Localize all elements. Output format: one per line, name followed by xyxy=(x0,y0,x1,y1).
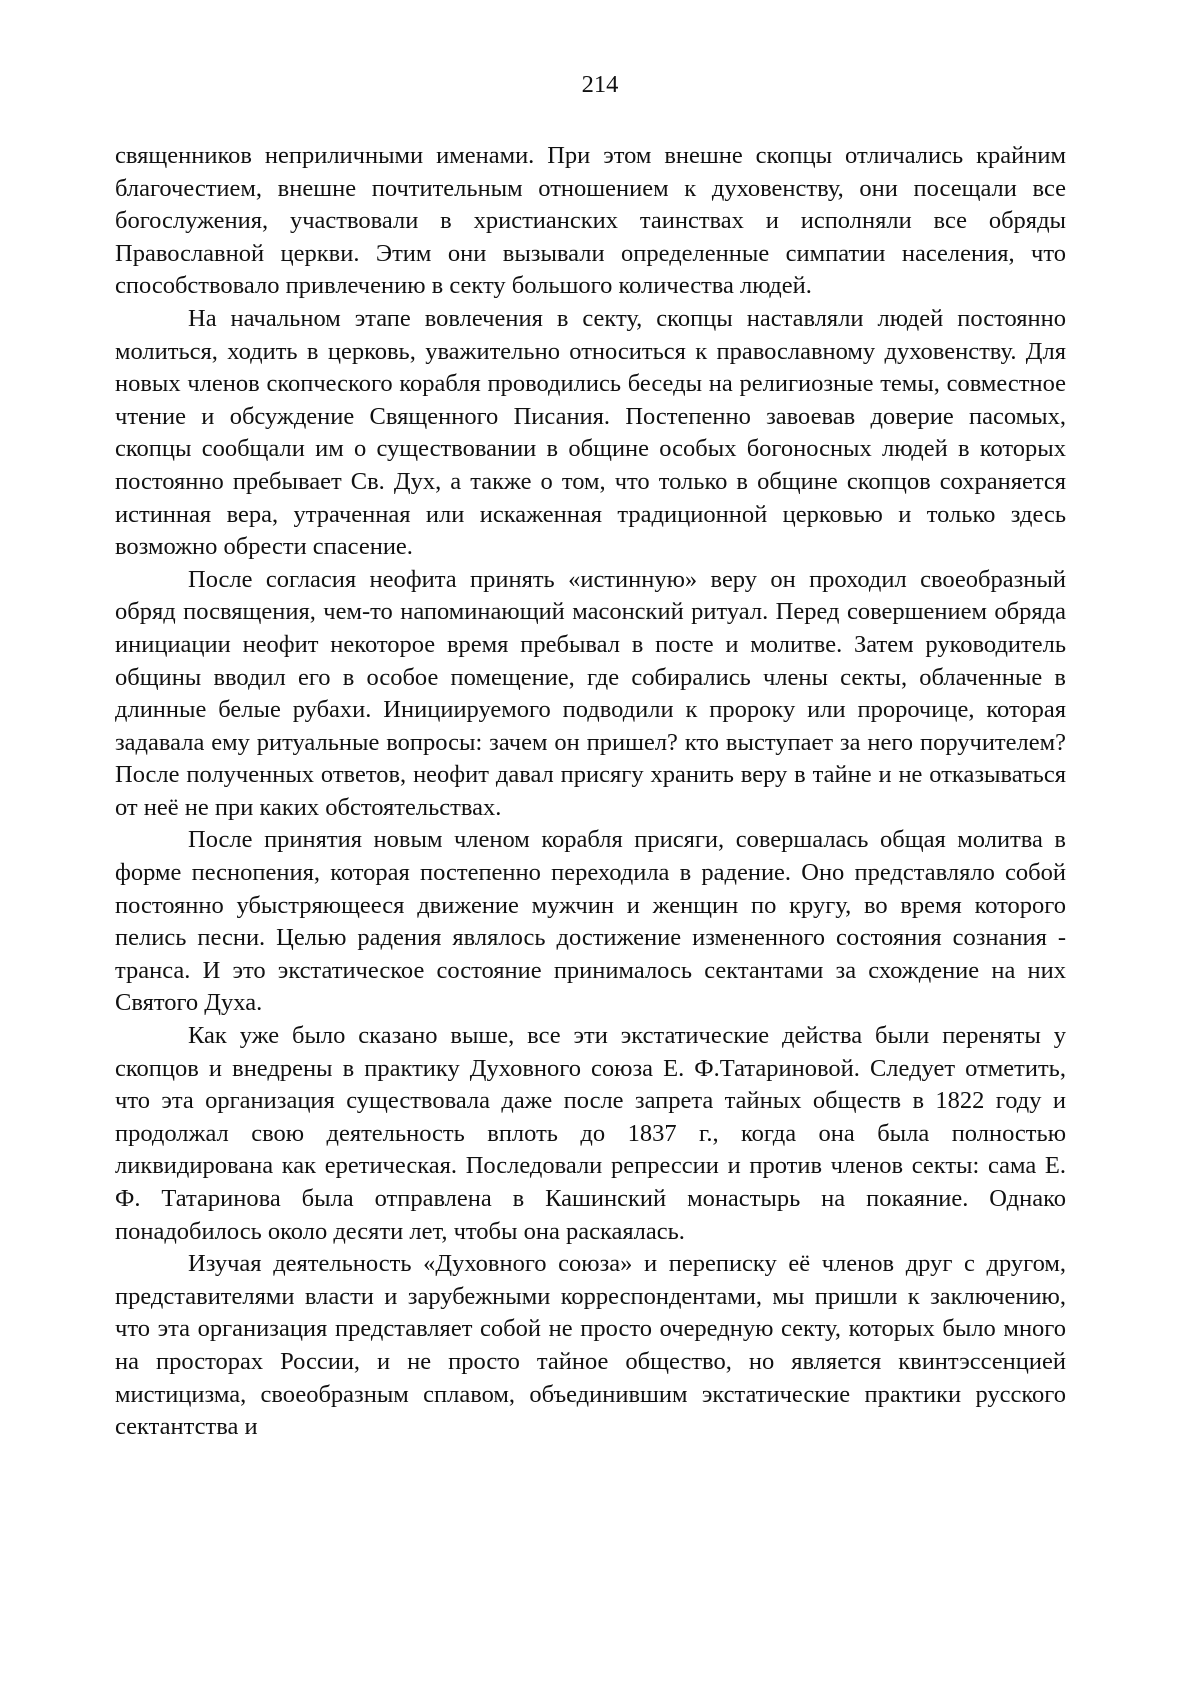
paragraph: На начальном этапе вовлечения в секту, скопцы наставляли людей постоянно молиться, ходить в церковь, уважительно относиться к православному духовенству. Для новых членов скопческого корабля проводились беседы на религиозные темы, совместное чтение и обсуждение Священного Писания. Постепенно завоевав доверие пасомых, скопцы сообщали им о существовании в общине особых богоносных людей в которых постоянно пребывает Св. Дух, а также о том, что только в общине скопцов сохраняется истинная вера, утраченная или искаженная традиционной церковью и только здесь возможно обрести спасение. xyxy=(115,304,1066,561)
paragraph: После принятия новым членом корабля присяги, совершалась общая молитва в форме песнопения, которая постепенно переходила в радение. Оно представляло собой постоянно убыстряющееся движение мужчин и женщин по кругу, во время которого пелись песни. Целью радения являлось достижение измененного состояния сознания - транса. И это экстатическое состояние принималось сектантами за схождение на них Святого Духа. xyxy=(115,826,1066,1017)
paragraph: После согласия неофита принять «истинную» веру он проходил своеобразный обряд посвящения, чем-то напоминающий масонский ритуал. Перед совершением обряда инициации неофит некоторое время пребывал в посте и молитве. Затем руководитель общины вводил его в особое помещение, где собирались члены секты, облаченные в длинные белые рубахи. Инициируемого подводили к пророку или пророчице, которая задавала ему ритуальные вопросы: зачем он пришел? кто выступает за него поручителем? После полученных ответов, неофит давал присягу хранить веру в тайне и не отказываться от неё не при каких обстоятельствах. xyxy=(115,565,1066,821)
paragraph: священников неприличными именами. При этом внешне скопцы отличались крайним благочестием, внешне почтительным отношением к духовенству, они посещали все богослужения, участвовали в христианских таинствах и исполняли все обряды Православной церкви. Этим они вызывали определенные симпатии населения, что способствовало привлечению в секту большого количества людей. xyxy=(115,142,1066,300)
page-number: 214 xyxy=(581,71,619,98)
paragraph: Изучая деятельность «Духовного союза» и переписку её членов друг с другом, представителями власти и зарубежными корреспондентами, мы пришли к заключению, что эта организация представляет собой не просто очередную секту, которых было много на просторах России, и не просто тайное общество, но является квинтэссенцией мистицизма, своеобразным сплавом, объединившим экстатические практики русского сектантства и xyxy=(115,1250,1066,1441)
paragraph: Как уже было сказано выше, все эти экстатические действа были переняты у скопцов и внедрены в практику Духовного союза Е. Ф.Татариновой. Следует отметить, что эта организация существовала даже после запрета тайных обществ в 1822 году и продолжал свою деятельность вплоть до 1837 г., когда она была полностью ликвидирована как еретическая. Последовали репрессии и против членов секты: сама Е. Ф. Татаринова была отправлена в Кашинский монастырь на покаяние. Однако понадобилось около десяти лет, чтобы она раскаялась. xyxy=(115,1022,1066,1245)
body-text xyxy=(115,140,1066,1444)
